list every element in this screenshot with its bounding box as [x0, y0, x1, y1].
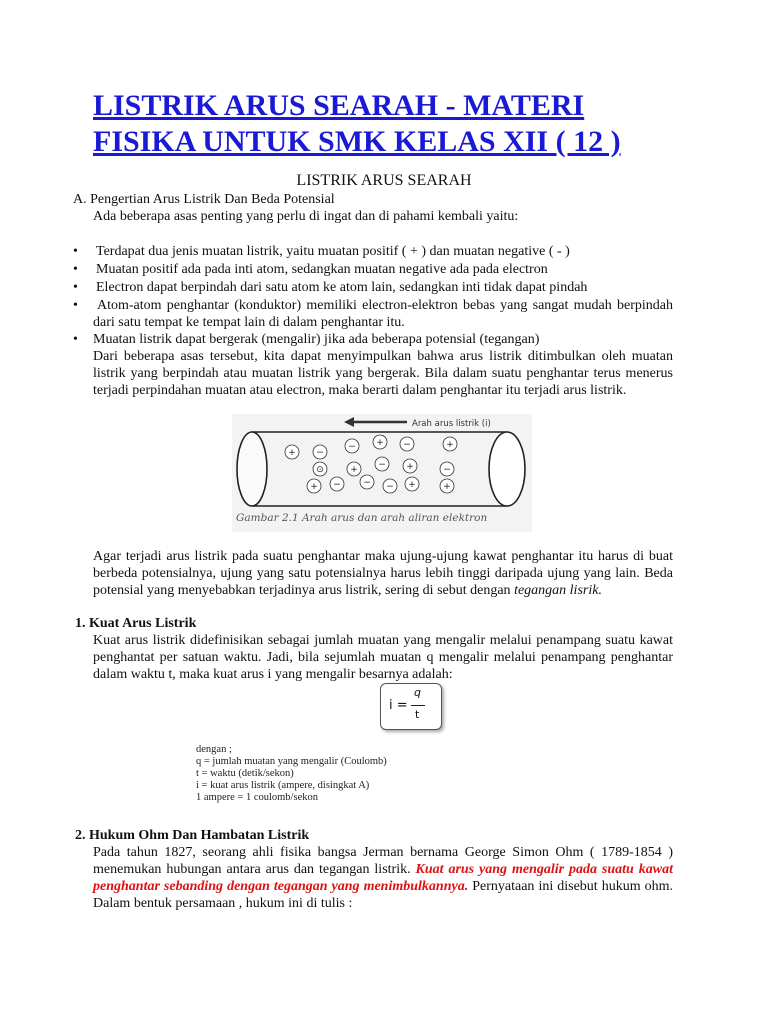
paragraph: [93, 844, 673, 912]
svg-text:+: +: [406, 462, 414, 472]
section-a-label: A. Pengertian Arus Listrik Dan Beda Potensial: [73, 192, 335, 207]
svg-text:+: +: [288, 448, 296, 458]
svg-text:−: −: [333, 480, 341, 490]
definition-line: 1 ampere = 1 coulomb/sekon: [196, 792, 318, 803]
svg-text:⊙: ⊙: [316, 465, 324, 475]
figure-arrow-label: Arah arus listrik (i): [412, 419, 491, 429]
bullet-item: Electron dapat berpindah dari satu atom ke atom lain, sedangkan inti tidak dapat pindah: [96, 280, 588, 295]
conductor-end-right: [489, 432, 525, 506]
figure-caption: Gambar 2.1 Arah arus dan arah aliran elektron: [236, 512, 488, 524]
bullet-marker: •: [73, 262, 78, 277]
section-1-label: 1. Kuat Arus Listrik: [75, 616, 197, 631]
bullet-marker: •: [73, 280, 78, 295]
bullet-marker: •: [73, 298, 78, 313]
section-a-intro: Ada beberapa asas penting yang perlu di ingat dan di pahami kembali yaitu:: [93, 209, 519, 224]
paragraph-text: Pada tahun 1827, seorang ahli fisika bangsa Jerman bernama George Simon Ohm ( 1789-1854 ) menemukan hubungan antara arus dan tegangan listrik.: [93, 845, 673, 877]
formula-denominator: t: [415, 708, 420, 721]
bullet-item: Terdapat dua jenis muatan listrik, yaitu muatan positif ( + ) dan muatan negative ( - ): [96, 244, 570, 259]
formula-box: [380, 683, 442, 730]
variable-definitions: [196, 744, 387, 804]
svg-text:−: −: [348, 442, 356, 452]
svg-text:+: +: [446, 440, 454, 450]
page-title[interactable]: LISTRIK ARUS SEARAH - MATERI FISIKA UNTUK SMK KELAS XII ( 12 ): [93, 89, 621, 158]
paragraph-italic: tegangan lisrik.: [514, 583, 602, 598]
paragraph-text: Pernyataan ini disebut hukum ohm. Dalam bentuk persamaan , hukum ini di tulis :: [93, 879, 673, 911]
paragraph: [93, 548, 673, 599]
formula-lhs: i =: [389, 698, 408, 713]
ohm-law-statement: Kuat arus yang mengalir pada suatu kawat penghantar sebanding dengan tegangan yang menimbulkannya.: [93, 862, 673, 894]
definition-line: dengan ;: [196, 744, 232, 755]
definition-line: t = waktu (detik/sekon): [196, 768, 294, 779]
svg-text:−: −: [316, 448, 324, 458]
bullet-item: Atom-atom penghantar (konduktor) memiliki electron-elektron bebas yang sangat mudah berpindah dari satu tempat ke tempat lain di dalam penghantar itu.: [93, 298, 673, 330]
bullet-marker: •: [73, 332, 78, 347]
section-2-label: 2. Hukum Ohm Dan Hambatan Listrik: [75, 828, 310, 843]
svg-text:+: +: [310, 482, 318, 492]
svg-text:−: −: [363, 478, 371, 488]
paragraph: Kuat arus listrik didefinisikan sebagai jumlah muatan yang mengalir melalui penampang suatu kawat penghantat per satuan waktu. Jadi, bila sejumlah muatan q mengalir melalui penampang penghantar dalam waktu t, maka kuat arus i yang mengalir besarnya adalah:: [93, 633, 673, 682]
paragraph: Dari beberapa asas tersebut, kita dapat menyimpulkan bahwa arus listrik ditimbulkan oleh muatan listrik yang berpindah atau muatan listrik yang bergerak. Bila dalam suatu penghantar terus menerus terjadi perpindahan muatan atau electron, maka berarti dalam penghantar itu terjadi arus listrik.: [93, 349, 673, 398]
bullet-marker: •: [73, 244, 78, 259]
section-heading: LISTRIK ARUS SEARAH: [296, 172, 472, 189]
svg-text:−: −: [386, 482, 394, 492]
electron-flow-figure: [232, 414, 532, 532]
definition-line: q = jumlah muatan yang mengalir (Coulomb): [196, 756, 387, 767]
bullet-item: Muatan positif ada pada inti atom, sedangkan muatan negative ada pada electron: [96, 262, 548, 277]
svg-text:+: +: [376, 438, 384, 448]
svg-text:−: −: [378, 460, 386, 470]
formula-numerator: q: [414, 686, 421, 699]
paragraph-text: Agar terjadi arus listrik pada suatu penghantar maka ujung-ujung kawat penghantar itu harus di buat berbeda potensialnya, ujung yang satu potensialnya harus lebih tinggi daripada ujung yang lain. Beda potensial yang menyebabkan terjadinya arus listrik, sering di sebut dengan: [93, 549, 673, 598]
svg-text:+: +: [408, 480, 416, 490]
definition-line: i = kuat arus listrik (ampere, disingkat A): [196, 780, 370, 791]
bullet-item: Muatan listrik dapat bergerak (mengalir) jika ada beberapa potensial (tegangan): [93, 332, 540, 347]
svg-text:+: +: [443, 482, 451, 492]
fraction-bar: [411, 705, 425, 706]
svg-text:+: +: [350, 465, 358, 475]
svg-text:−: −: [443, 465, 451, 475]
svg-text:−: −: [403, 440, 411, 450]
conductor-end-left: [237, 432, 267, 506]
